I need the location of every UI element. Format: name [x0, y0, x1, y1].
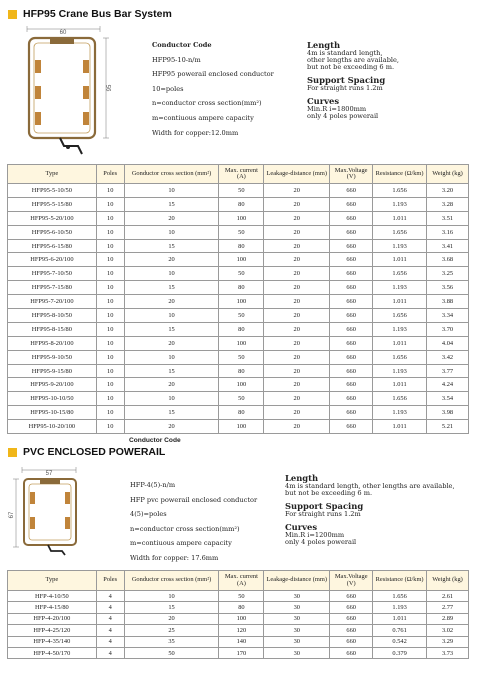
table-cell: 20 — [264, 378, 330, 392]
table-cell: HFP95-6-20/100 — [8, 253, 97, 267]
table-cell: 15 — [124, 281, 219, 295]
table-row — [8, 636, 469, 647]
table-cell: HFP-4-15/80 — [8, 602, 97, 613]
table-cell: 3.02 — [427, 625, 469, 636]
table-cell: HFP95-6-15/80 — [8, 239, 97, 253]
table-cell: 20 — [264, 211, 330, 225]
table-cell: 660 — [330, 406, 373, 420]
table-cell: 660 — [330, 267, 373, 281]
table-cell: 660 — [330, 636, 373, 647]
col-header: Type — [8, 571, 97, 591]
col-header: Weight (kg) — [427, 165, 469, 184]
col-header: Poles — [96, 165, 124, 184]
table-cell: 20 — [264, 197, 330, 211]
table-row — [8, 406, 469, 420]
table-row — [8, 267, 469, 281]
table-cell: 15 — [124, 364, 219, 378]
dim-height-label: 95 — [107, 84, 113, 92]
table-cell: 660 — [330, 625, 373, 636]
table-cell: 100 — [219, 253, 264, 267]
table-cell: 10 — [96, 378, 124, 392]
table-cell: 20 — [264, 239, 330, 253]
hfp95-spec-table — [7, 164, 469, 434]
table-cell: 30 — [264, 602, 330, 613]
table-cell: HFP95-10-10/50 — [8, 392, 97, 406]
table-cell: 1.656 — [373, 350, 427, 364]
table-cell: 660 — [330, 420, 373, 434]
length-line: but not be exceeding 6 m. — [307, 62, 395, 71]
pvc-profile-drawing — [10, 465, 90, 557]
table-row — [8, 281, 469, 295]
table-cell: 20 — [264, 281, 330, 295]
table-cell: 20 — [264, 295, 330, 309]
table-cell: 1.011 — [373, 253, 427, 267]
table-cell: HFP95-5-10/50 — [8, 184, 97, 198]
table-cell: HFP-4-35/140 — [8, 636, 97, 647]
table-cell: 1.193 — [373, 364, 427, 378]
table-cell: 50 — [124, 647, 219, 658]
col-header: Leakage-distance (mm) — [264, 571, 330, 591]
table-cell: 15 — [124, 322, 219, 336]
table-cell: 10 — [96, 350, 124, 364]
table-cell: 10 — [96, 309, 124, 323]
support-line: For straight runs 1.2m — [307, 83, 383, 92]
length-line: but not be exceeding 6 m. — [285, 488, 373, 497]
table-row — [8, 591, 469, 602]
spec-line: HFP95-10-n/m — [152, 55, 201, 64]
table-cell: 10 — [96, 267, 124, 281]
table-cell: 3.41 — [427, 239, 469, 253]
table-cell: HFP95-8-20/100 — [8, 336, 97, 350]
col-header: Weight (kg) — [427, 571, 469, 591]
support-title: Support Spacing — [285, 500, 364, 511]
table-cell: HFP95-10-15/80 — [8, 406, 97, 420]
col-header: Type — [8, 165, 97, 184]
table-cell: 660 — [330, 336, 373, 350]
table-cell: 3.70 — [427, 322, 469, 336]
table-cell: HFP95-7-20/100 — [8, 295, 97, 309]
spec-line: Conductor Code — [152, 41, 212, 49]
table-cell: 20 — [264, 225, 330, 239]
section2-spec — [130, 482, 257, 562]
table-cell: 30 — [264, 591, 330, 602]
table-cell: 80 — [219, 197, 264, 211]
table-header-row — [8, 571, 469, 591]
table-cell: 50 — [219, 184, 264, 198]
table-cell: 3.34 — [427, 309, 469, 323]
table-row — [8, 613, 469, 624]
table-cell: 10 — [96, 420, 124, 434]
table-cell: 0.761 — [373, 625, 427, 636]
dim-height-label: 67 — [9, 511, 15, 519]
col-header: Poles — [96, 571, 124, 591]
table-cell: 1.193 — [373, 239, 427, 253]
table-cell: 4.04 — [427, 336, 469, 350]
table-cell: 660 — [330, 211, 373, 225]
table-cell: 1.656 — [373, 225, 427, 239]
table-cell: HFP95-10-20/100 — [8, 420, 97, 434]
table-cell: 10 — [124, 392, 219, 406]
table-cell: 1.193 — [373, 602, 427, 613]
hfp95-table-body — [8, 184, 469, 434]
table-cell: 660 — [330, 613, 373, 624]
table-cell: 50 — [219, 591, 264, 602]
table-cell: 25 — [124, 625, 219, 636]
spec-line: 4(5)=poles — [130, 510, 167, 519]
col-header: Gonductor cross section (mm²) — [124, 571, 219, 591]
table-cell: 20 — [264, 322, 330, 336]
table-cell: 80 — [219, 239, 264, 253]
table-row — [8, 350, 469, 364]
col-header: Max. current (A) — [219, 571, 264, 591]
table-row — [8, 295, 469, 309]
table-cell: 50 — [219, 309, 264, 323]
table-cell: 660 — [330, 392, 373, 406]
dim-width-label: 57 — [45, 471, 53, 477]
table-row — [8, 239, 469, 253]
table-cell: 1.193 — [373, 322, 427, 336]
section1-spec — [152, 42, 274, 136]
table-cell: 170 — [219, 647, 264, 658]
table-cell: 1.656 — [373, 267, 427, 281]
curves-title: Curves — [285, 521, 318, 532]
table-cell: 100 — [219, 420, 264, 434]
table-cell: 100 — [219, 211, 264, 225]
table-cell: 10 — [124, 350, 219, 364]
table-cell: 4 — [96, 625, 124, 636]
curves-line: Min.R i=1800mm — [307, 104, 367, 113]
table-cell: 30 — [264, 636, 330, 647]
spec-line: 10=poles — [152, 84, 184, 93]
table-cell: 3.28 — [427, 197, 469, 211]
table-cell: HFP-4-20/100 — [8, 613, 97, 624]
support-line: For straight runs 1.2m — [285, 509, 361, 518]
table-cell: 20 — [124, 613, 219, 624]
table-cell: 100 — [219, 613, 264, 624]
table-cell: 2.89 — [427, 613, 469, 624]
table-cell: 1.656 — [373, 392, 427, 406]
table-row — [8, 309, 469, 323]
table-cell: 20 — [124, 336, 219, 350]
table-cell: 30 — [264, 625, 330, 636]
table-cell: HFP95-8-10/50 — [8, 309, 97, 323]
table-cell: 20 — [264, 364, 330, 378]
table-cell: 10 — [96, 253, 124, 267]
table-cell: 3.54 — [427, 392, 469, 406]
table-cell: HFP-4-50/170 — [8, 647, 97, 658]
table-cell: 20 — [264, 336, 330, 350]
spec-line: HFP-4(5)-n/m — [130, 481, 176, 489]
table-cell: 3.29 — [427, 636, 469, 647]
table-cell: HFP95-9-10/50 — [8, 350, 97, 364]
table-cell: HFP-4-25/120 — [8, 625, 97, 636]
table-row — [8, 378, 469, 392]
table-cell: HFP95-9-20/100 — [8, 378, 97, 392]
table-cell: 20 — [264, 267, 330, 281]
table-cell: 15 — [124, 406, 219, 420]
table-cell: 20 — [124, 253, 219, 267]
section1-title: HFP95 Crane Bus Bar System — [23, 8, 172, 20]
table-cell: 10 — [96, 392, 124, 406]
table-cell: 30 — [264, 647, 330, 658]
spec-line: m=contiuous ampere capacity — [130, 539, 232, 548]
dim-width-label: 60 — [59, 30, 67, 36]
spec-line: n=conductor cross section(mm²) — [152, 99, 262, 108]
table-cell: 20 — [264, 309, 330, 323]
table-cell: 2.77 — [427, 602, 469, 613]
table-cell: 3.73 — [427, 647, 469, 658]
table-cell: HFP95-8-15/80 — [8, 322, 97, 336]
table-row — [8, 364, 469, 378]
length-title: Length — [285, 473, 319, 483]
table-cell: 10 — [96, 281, 124, 295]
table-cell: 1.193 — [373, 197, 427, 211]
table-cell: 80 — [219, 322, 264, 336]
table-cell: 10 — [124, 309, 219, 323]
table-cell: 3.42 — [427, 350, 469, 364]
table-row — [8, 322, 469, 336]
length-title: Length — [307, 40, 341, 50]
table-cell: 3.16 — [427, 225, 469, 239]
spec-line: m=contiuous ampere capacity — [152, 113, 254, 122]
spec-line: Width for copper: 17.6mm — [130, 553, 219, 562]
curves-title: Curves — [307, 95, 340, 106]
table-cell: 1.011 — [373, 613, 427, 624]
table-cell: 20 — [264, 406, 330, 420]
table-cell: 20 — [124, 378, 219, 392]
table-cell: 4 — [96, 591, 124, 602]
section1-header — [8, 8, 172, 20]
table-cell: 660 — [330, 591, 373, 602]
table-cell: 120 — [219, 625, 264, 636]
table-row — [8, 184, 469, 198]
curves-line: only 4 poles powerail — [285, 537, 357, 546]
table-cell: 10 — [124, 591, 219, 602]
table-cell: 4 — [96, 647, 124, 658]
spec-line: Width for copper:12.0mm — [152, 128, 239, 137]
table-cell: 660 — [330, 364, 373, 378]
section1-right-info — [307, 40, 472, 120]
table-cell: 20 — [124, 420, 219, 434]
table-cell: 10 — [96, 295, 124, 309]
table-cell: 660 — [330, 378, 373, 392]
table-cell: 4 — [96, 602, 124, 613]
table-cell: HFP-4-10/50 — [8, 591, 97, 602]
table-cell: 1.656 — [373, 591, 427, 602]
table-cell: 660 — [330, 309, 373, 323]
table-cell: HFP95-5-20/100 — [8, 211, 97, 225]
table-row — [8, 420, 469, 434]
table-cell: 10 — [96, 239, 124, 253]
col-header: Max.Voltage (V) — [330, 165, 373, 184]
table-cell: 660 — [330, 225, 373, 239]
table-row — [8, 392, 469, 406]
table-cell: 10 — [96, 406, 124, 420]
hfp95-profile-drawing — [20, 24, 118, 156]
curves-line: only 4 poles powerail — [307, 111, 379, 120]
table-cell: 660 — [330, 602, 373, 613]
table-cell: 1.656 — [373, 184, 427, 198]
table-cell: 20 — [264, 392, 330, 406]
table-cell: 80 — [219, 281, 264, 295]
section-marker-icon — [8, 448, 17, 457]
table-cell: 20 — [264, 420, 330, 434]
table-cell: HFP95-6-10/50 — [8, 225, 97, 239]
table-cell: 3.20 — [427, 184, 469, 198]
table-cell: 0.542 — [373, 636, 427, 647]
table-cell: 10 — [96, 211, 124, 225]
spec-line: HFP pvc powerail enclosed conductor — [130, 495, 258, 504]
table-cell: 15 — [124, 602, 219, 613]
table-cell: 80 — [219, 364, 264, 378]
table-cell: HFP95-7-10/50 — [8, 267, 97, 281]
table-cell: 660 — [330, 239, 373, 253]
table-row — [8, 197, 469, 211]
table-cell: 4.24 — [427, 378, 469, 392]
section2-right-info — [285, 473, 470, 546]
col-header: Max.Voltage (V) — [330, 571, 373, 591]
col-header: Gonductor cross section (mm²) — [124, 165, 219, 184]
spec-line: HFP95 powerail enclosed conductor — [152, 70, 274, 79]
col-header: Max. current (A) — [219, 165, 264, 184]
col-header: Resistance (Ω/km) — [373, 571, 427, 591]
table-cell: 10 — [96, 322, 124, 336]
table-cell: 20 — [264, 253, 330, 267]
spec-line: n=conductor cross section(mm²) — [130, 524, 240, 533]
table-cell: 100 — [219, 295, 264, 309]
table-cell: 3.77 — [427, 364, 469, 378]
table-cell: 10 — [96, 225, 124, 239]
table-cell: 20 — [124, 295, 219, 309]
table-cell: 20 — [124, 211, 219, 225]
table-cell: 1.011 — [373, 378, 427, 392]
section-marker-icon — [8, 10, 17, 19]
table-cell: 1.011 — [373, 295, 427, 309]
table-cell: 660 — [330, 295, 373, 309]
table-cell: 660 — [330, 281, 373, 295]
table-cell: 0.379 — [373, 647, 427, 658]
table-cell: 3.56 — [427, 281, 469, 295]
table-cell: 1.656 — [373, 309, 427, 323]
length-line: 4m is standard length, — [307, 49, 383, 57]
table-cell: 1.193 — [373, 281, 427, 295]
table-cell: 660 — [330, 322, 373, 336]
pvc-spec-table — [7, 570, 469, 659]
table-row — [8, 647, 469, 658]
table-cell: 4 — [96, 613, 124, 624]
table-cell: 4 — [96, 636, 124, 647]
table-cell: 660 — [330, 647, 373, 658]
table-cell: 100 — [219, 336, 264, 350]
table-cell: 660 — [330, 253, 373, 267]
table-cell: 50 — [219, 392, 264, 406]
table-cell: 1.011 — [373, 420, 427, 434]
table-cell: 30 — [264, 613, 330, 624]
table-row — [8, 336, 469, 350]
table-cell: 3.68 — [427, 253, 469, 267]
section2-title: PVC ENCLOSED POWERAIL — [23, 446, 166, 458]
table-cell: 140 — [219, 636, 264, 647]
section2-header — [8, 446, 165, 458]
table-cell: 50 — [219, 225, 264, 239]
length-line: other lengths are available, — [307, 55, 400, 64]
curves-line: Min.R i=1200mm — [285, 530, 345, 539]
support-title: Support Spacing — [307, 74, 386, 85]
table-cell: 660 — [330, 350, 373, 364]
table-cell: 10 — [96, 336, 124, 350]
table-cell: 1.193 — [373, 406, 427, 420]
table-cell: 10 — [96, 364, 124, 378]
table-cell: 20 — [264, 184, 330, 198]
table-cell: 15 — [124, 239, 219, 253]
stray-conductor-code: Conductor Code — [129, 437, 181, 444]
table-cell: 10 — [96, 197, 124, 211]
length-line: 4m is standard length, other lengths are available, — [285, 482, 455, 490]
table-cell: 1.011 — [373, 211, 427, 225]
table-cell: 660 — [330, 184, 373, 198]
table-cell: 3.25 — [427, 267, 469, 281]
table-row — [8, 602, 469, 613]
table-row — [8, 253, 469, 267]
table-header-row — [8, 165, 469, 184]
table-cell: 10 — [124, 225, 219, 239]
table-cell: 3.51 — [427, 211, 469, 225]
table-row — [8, 225, 469, 239]
table-cell: 50 — [219, 350, 264, 364]
table-row — [8, 211, 469, 225]
table-cell: 20 — [264, 350, 330, 364]
table-cell: 10 — [124, 184, 219, 198]
table-cell: 3.88 — [427, 295, 469, 309]
pvc-table-body — [8, 591, 469, 659]
table-cell: 15 — [124, 197, 219, 211]
table-cell: 3.98 — [427, 406, 469, 420]
table-cell: HFP95-5-15/80 — [8, 197, 97, 211]
table-cell: HFP95-7-15/80 — [8, 281, 97, 295]
col-header: Resistance (Ω/km) — [373, 165, 427, 184]
table-cell: 50 — [219, 267, 264, 281]
table-cell: 1.011 — [373, 336, 427, 350]
table-cell: 80 — [219, 406, 264, 420]
table-cell: 10 — [124, 267, 219, 281]
table-cell: 35 — [124, 636, 219, 647]
table-cell: 10 — [96, 184, 124, 198]
table-cell: 660 — [330, 197, 373, 211]
table-cell: HFP95-9-15/80 — [8, 364, 97, 378]
table-cell: 5.21 — [427, 420, 469, 434]
table-cell: 80 — [219, 602, 264, 613]
table-cell: 2.61 — [427, 591, 469, 602]
table-cell: 100 — [219, 378, 264, 392]
table-row — [8, 625, 469, 636]
col-header: Leakage-distance (mm) — [264, 165, 330, 184]
